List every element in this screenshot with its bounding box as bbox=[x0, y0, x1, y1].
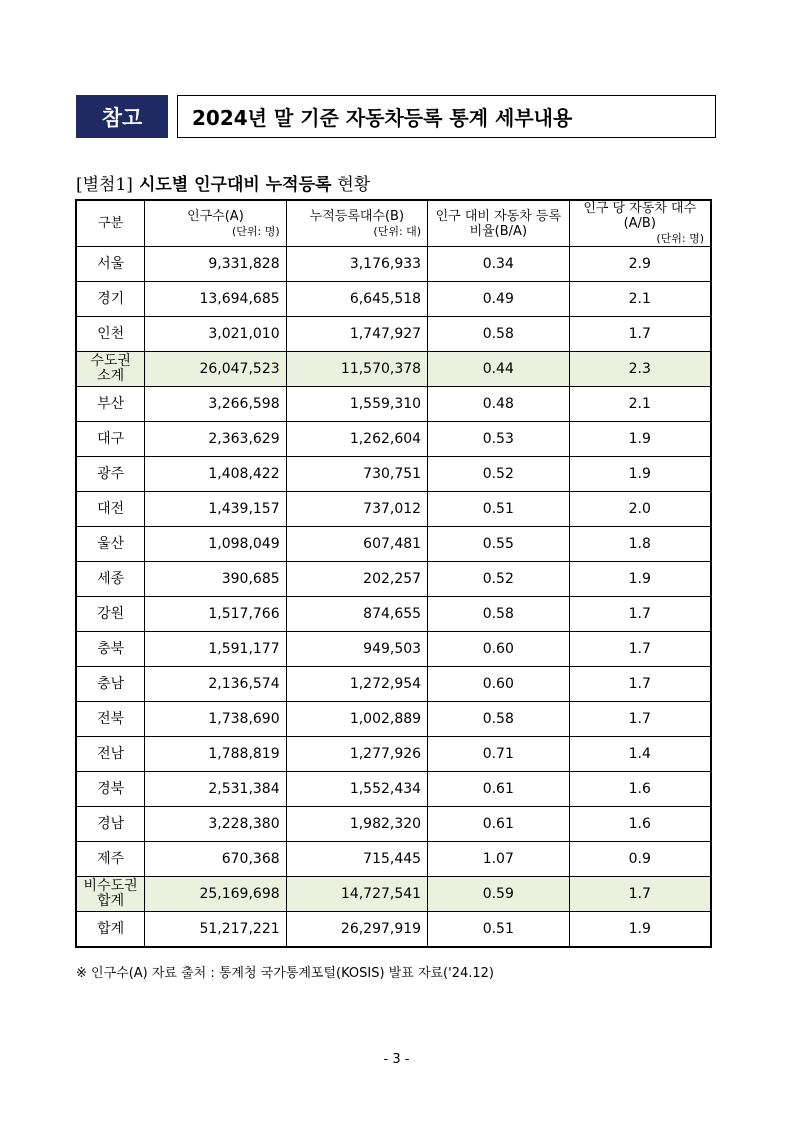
cell-ratio: 0.52 bbox=[428, 562, 569, 597]
cell-per-car: 1.7 bbox=[569, 877, 711, 912]
cell-population: 1,738,690 bbox=[145, 702, 286, 737]
cell-ratio: 0.71 bbox=[428, 737, 569, 772]
table-row bbox=[76, 877, 711, 912]
table-row bbox=[76, 912, 711, 948]
cell-per-car: 1.9 bbox=[569, 912, 711, 948]
cell-ratio: 0.51 bbox=[428, 492, 569, 527]
cell-ratio: 0.58 bbox=[428, 702, 569, 737]
table-row bbox=[76, 492, 711, 527]
cell-per-car: 1.6 bbox=[569, 807, 711, 842]
cell-registered: 1,982,320 bbox=[286, 807, 427, 842]
table-header-row bbox=[76, 200, 711, 247]
cell-region: 경남 bbox=[76, 807, 145, 842]
cell-region: 합계 bbox=[76, 912, 145, 948]
page-number: - 3 - bbox=[383, 1052, 410, 1067]
cell-population: 1,517,766 bbox=[145, 597, 286, 632]
cell-population: 51,217,221 bbox=[145, 912, 286, 948]
cell-registered: 1,272,954 bbox=[286, 667, 427, 702]
cell-ratio: 0.59 bbox=[428, 877, 569, 912]
table-row bbox=[76, 772, 711, 807]
cell-per-car: 1.9 bbox=[569, 562, 711, 597]
cell-per-car: 2.1 bbox=[569, 282, 711, 317]
cell-ratio: 0.61 bbox=[428, 772, 569, 807]
cell-population: 9,331,828 bbox=[145, 247, 286, 282]
cell-registered: 202,257 bbox=[286, 562, 427, 597]
table-row bbox=[76, 387, 711, 422]
table-row bbox=[76, 457, 711, 492]
cell-ratio: 0.60 bbox=[428, 667, 569, 702]
cell-region: 울산 bbox=[76, 527, 145, 562]
table-row bbox=[76, 562, 711, 597]
section-title: 2024년 말 기준 자동차등록 통계 세부내용 bbox=[177, 95, 716, 138]
cell-region: 전남 bbox=[76, 737, 145, 772]
cell-region: 경북 bbox=[76, 772, 145, 807]
cell-ratio: 0.49 bbox=[428, 282, 569, 317]
cell-registered: 1,277,926 bbox=[286, 737, 427, 772]
table-row bbox=[76, 282, 711, 317]
table-row bbox=[76, 737, 711, 772]
cell-population: 25,169,698 bbox=[145, 877, 286, 912]
cell-population: 670,368 bbox=[145, 842, 286, 877]
cell-registered: 26,297,919 bbox=[286, 912, 427, 948]
cell-population: 3,266,598 bbox=[145, 387, 286, 422]
cell-per-car: 1.7 bbox=[569, 667, 711, 702]
cell-per-car: 1.4 bbox=[569, 737, 711, 772]
cell-per-car: 1.7 bbox=[569, 317, 711, 352]
cell-registered: 6,645,518 bbox=[286, 282, 427, 317]
table-row bbox=[76, 702, 711, 737]
cell-ratio: 0.58 bbox=[428, 597, 569, 632]
cell-population: 1,439,157 bbox=[145, 492, 286, 527]
table-row bbox=[76, 422, 711, 457]
cell-population: 2,136,574 bbox=[145, 667, 286, 702]
cell-registered: 14,727,541 bbox=[286, 877, 427, 912]
table-row bbox=[76, 247, 711, 282]
cell-population: 3,228,380 bbox=[145, 807, 286, 842]
cell-population: 26,047,523 bbox=[145, 352, 286, 387]
cell-registered: 11,570,378 bbox=[286, 352, 427, 387]
col-header-ratio: 인구 대비 자동차 등록비율(B/A) bbox=[428, 200, 569, 247]
col-header-region: 구분 bbox=[76, 200, 145, 247]
table-row bbox=[76, 807, 711, 842]
cell-region: 강원 bbox=[76, 597, 145, 632]
cell-per-car: 2.9 bbox=[569, 247, 711, 282]
appendix-title-bold: 시도별 인구대비 누적등록 bbox=[138, 175, 332, 195]
cell-registered: 1,262,604 bbox=[286, 422, 427, 457]
cell-per-car: 1.7 bbox=[569, 702, 711, 737]
table-row bbox=[76, 667, 711, 702]
cell-population: 1,408,422 bbox=[145, 457, 286, 492]
cell-region: 세종 bbox=[76, 562, 145, 597]
cell-ratio: 0.55 bbox=[428, 527, 569, 562]
cell-registered: 730,751 bbox=[286, 457, 427, 492]
cell-ratio: 0.48 bbox=[428, 387, 569, 422]
appendix-title-normal: 현황 bbox=[337, 175, 371, 195]
cell-region: 광주 bbox=[76, 457, 145, 492]
cell-per-car: 1.9 bbox=[569, 422, 711, 457]
cell-population: 1,788,819 bbox=[145, 737, 286, 772]
cell-region: 대구 bbox=[76, 422, 145, 457]
cell-per-car: 0.9 bbox=[569, 842, 711, 877]
cell-ratio: 1.07 bbox=[428, 842, 569, 877]
section-header bbox=[76, 95, 716, 138]
cell-per-car: 2.3 bbox=[569, 352, 711, 387]
appendix-label: [별첨1] bbox=[76, 175, 133, 195]
cell-per-car: 2.0 bbox=[569, 492, 711, 527]
table-row bbox=[76, 317, 711, 352]
source-note: ※ 인구수(A) 자료 출처 : 통계청 국가통계포털(KOSIS) 발표 자료('24.12) bbox=[76, 966, 494, 981]
cell-ratio: 0.44 bbox=[428, 352, 569, 387]
cell-registered: 1,747,927 bbox=[286, 317, 427, 352]
cell-ratio: 0.52 bbox=[428, 457, 569, 492]
cell-ratio: 0.58 bbox=[428, 317, 569, 352]
cell-per-car: 1.9 bbox=[569, 457, 711, 492]
cell-registered: 1,559,310 bbox=[286, 387, 427, 422]
cell-region: 비수도권 합계 bbox=[76, 877, 145, 912]
col-header-registered: 누적등록대수(B) (단위: 대) bbox=[286, 200, 427, 247]
cell-population: 13,694,685 bbox=[145, 282, 286, 317]
cell-per-car: 1.7 bbox=[569, 632, 711, 667]
cell-population: 390,685 bbox=[145, 562, 286, 597]
reference-tag: 참고 bbox=[76, 95, 168, 138]
cell-region: 전북 bbox=[76, 702, 145, 737]
cell-registered: 607,481 bbox=[286, 527, 427, 562]
cell-region: 대전 bbox=[76, 492, 145, 527]
cell-ratio: 0.34 bbox=[428, 247, 569, 282]
cell-region: 서울 bbox=[76, 247, 145, 282]
table-row bbox=[76, 527, 711, 562]
cell-population: 1,591,177 bbox=[145, 632, 286, 667]
cell-region: 수도권 소계 bbox=[76, 352, 145, 387]
cell-region: 부산 bbox=[76, 387, 145, 422]
cell-population: 2,363,629 bbox=[145, 422, 286, 457]
cell-registered: 1,552,434 bbox=[286, 772, 427, 807]
table-row bbox=[76, 352, 711, 387]
cell-registered: 715,445 bbox=[286, 842, 427, 877]
cell-per-car: 1.8 bbox=[569, 527, 711, 562]
cell-region: 제주 bbox=[76, 842, 145, 877]
cell-ratio: 0.53 bbox=[428, 422, 569, 457]
cell-population: 3,021,010 bbox=[145, 317, 286, 352]
col-header-per-car: 인구 당 자동차 대수(A/B) (단위: 명) bbox=[569, 200, 711, 247]
table-row bbox=[76, 597, 711, 632]
cell-per-car: 2.1 bbox=[569, 387, 711, 422]
cell-registered: 949,503 bbox=[286, 632, 427, 667]
cell-population: 2,531,384 bbox=[145, 772, 286, 807]
cell-per-car: 1.6 bbox=[569, 772, 711, 807]
cell-ratio: 0.61 bbox=[428, 807, 569, 842]
table-body bbox=[76, 247, 711, 948]
cell-registered: 874,655 bbox=[286, 597, 427, 632]
cell-registered: 3,176,933 bbox=[286, 247, 427, 282]
col-header-population: 인구수(A) (단위: 명) bbox=[145, 200, 286, 247]
cell-population: 1,098,049 bbox=[145, 527, 286, 562]
cell-region: 경기 bbox=[76, 282, 145, 317]
cell-region: 인천 bbox=[76, 317, 145, 352]
table-row bbox=[76, 632, 711, 667]
registration-table bbox=[75, 199, 712, 948]
cell-per-car: 1.7 bbox=[569, 597, 711, 632]
cell-region: 충북 bbox=[76, 632, 145, 667]
table-row bbox=[76, 842, 711, 877]
cell-region: 충남 bbox=[76, 667, 145, 702]
cell-ratio: 0.51 bbox=[428, 912, 569, 948]
cell-ratio: 0.60 bbox=[428, 632, 569, 667]
cell-registered: 737,012 bbox=[286, 492, 427, 527]
appendix-subtitle bbox=[76, 170, 370, 195]
cell-registered: 1,002,889 bbox=[286, 702, 427, 737]
